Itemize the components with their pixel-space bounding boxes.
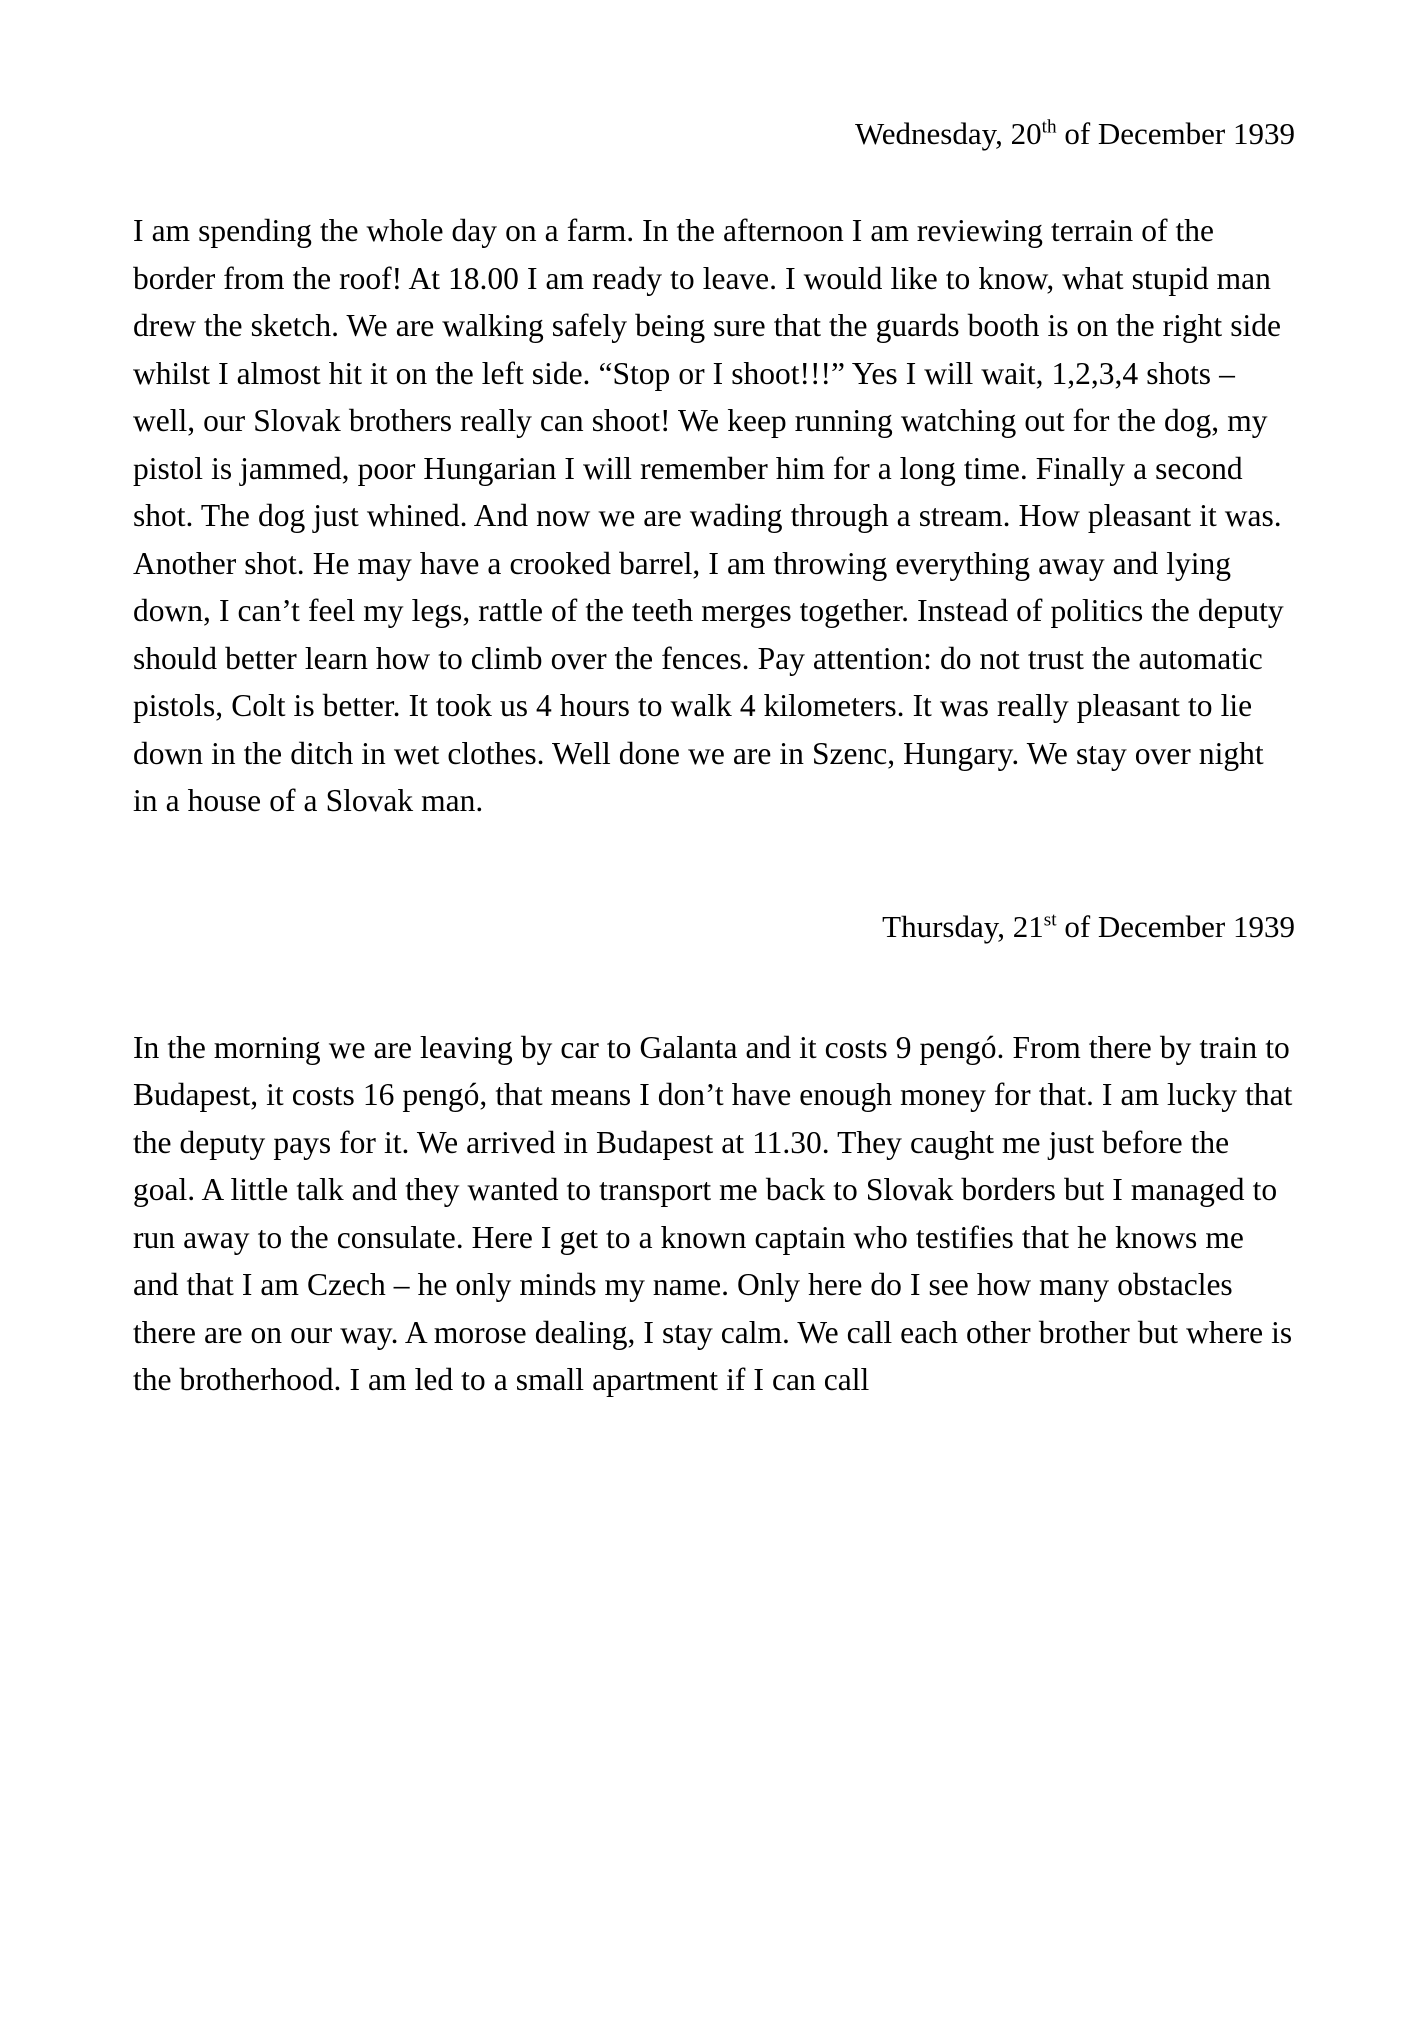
entry-1-date-month-year: of December 1939 xyxy=(1056,116,1295,151)
entry-2-date-ordinal-suffix: st xyxy=(1043,909,1057,931)
entry-2-date-weekday: Thursday, xyxy=(882,908,1013,944)
entry-1-date-weekday: Wednesday, xyxy=(855,116,1011,151)
entry-1-date-ordinal-suffix: th xyxy=(1041,116,1057,138)
entry-1-date-day: 20 xyxy=(1010,116,1042,151)
spacer-after-entry-1-date xyxy=(133,149,1295,207)
entry-1-date-heading xyxy=(133,118,1295,149)
spacer-after-entry-1-body xyxy=(133,825,1295,911)
spacer-after-entry-2-date xyxy=(133,942,1295,1024)
entry-2-date-heading xyxy=(133,908,1295,944)
entry-1-body-paragraph: I am spending the whole day on a farm. In the afternoon I am reviewing terrain of the border from the roof! At 18.00 I am ready to leave. I would like to know, what stupid man drew the sketch. We are walking safely being sure that the guards booth is on the right side whilst I almost hit it on the left side. “Stop or I shoot!!!” Yes I will wait, 1,2,3,4 shots – well, our Slovak brothers really can shoot! We keep running watching out for the dog, my pistol is jammed, poor Hungarian I will remember him for a long time. Finally a second shot. The dog just whined. And now we are wading through a stream. How pleasant it was. Another shot. He may have a crooked barrel, I am throwing everything away and lying down, I can’t feel my legs, rattle of the teeth merges together. Instead of politics the deputy should better learn how to climb over the fences. Pay attention: do not trust the automatic pistols, Colt is better. It took us 4 hours to walk 4 kilometers. It was really pleasant to lie down in the ditch in wet clothes. Well done we are in Szenc, Hungary. We stay over night in a house of a Slovak man. xyxy=(133,213,1284,818)
top-margin-spacer xyxy=(133,0,1295,118)
document-content xyxy=(133,0,1295,1404)
entry-2-date-month-year: of December 1939 xyxy=(1056,908,1295,944)
entry-2-body-paragraph: In the morning we are leaving by car to Galanta and it costs 9 pengó. From there by train to Budapest, it costs 16 pengó, that means I don’t have enough money for that. I am lucky that the deputy pays for it. We arrived in Budapest at 11.30. They caught me just before the goal. A little talk and they wanted to transport me back to Slovak borders but I managed to run away to the consulate. Here I get to a known captain who testifies that he knows me and that I am Czech – he only minds my name. Only here do I see how many obstacles there are on our way. A morose dealing, I stay calm. We call each other brother but where is the brotherhood. I am led to a small apartment if I can call xyxy=(133,1029,1293,1397)
entry-2-date-day: 21 xyxy=(1012,908,1044,944)
